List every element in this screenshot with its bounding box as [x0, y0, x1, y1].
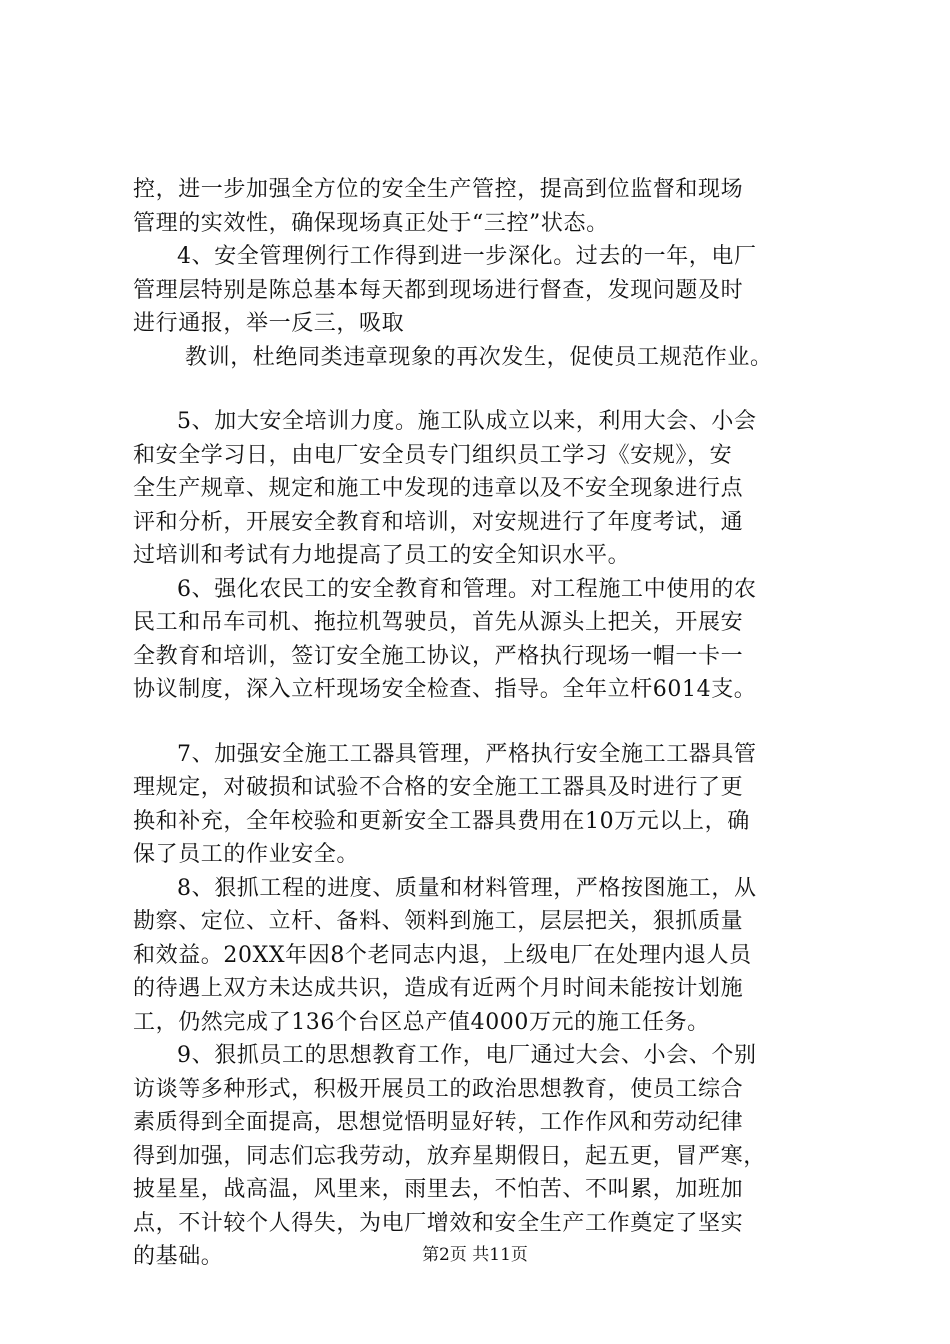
text-line: 控，进一步加强全方位的安全生产管控，提高到位监督和现场	[133, 177, 744, 202]
paragraph-4-start: 4、安全管理例行工作得到进一步深化。过去的一年，电厂	[177, 244, 757, 269]
text-line: 理规定，对破损和试验不合格的安全施工工器具及时进行了更	[133, 775, 744, 800]
text-line: 过培训和考试有力地提高了员工的安全知识水平。	[133, 543, 631, 568]
text-line: 协议制度，深入立杆现场安全检查、指导。全年立杆6014支。	[133, 677, 757, 702]
text-line: 点，不计较个人得失，为电厂增效和安全生产工作奠定了坚实	[133, 1210, 744, 1236]
paragraph-9-start: 9、狠抓员工的思想教育工作，电厂通过大会、小会、个别	[177, 1043, 757, 1068]
paragraph-gap	[133, 374, 833, 405]
paragraph-7-start: 7、加强安全施工工器具管理，严格执行安全施工工器具管	[177, 741, 757, 767]
text-line: 的待遇上双方未达成共识，造成有近两个月时间未能按计划施	[133, 976, 744, 1001]
text-line: 的基础。	[133, 1244, 224, 1269]
text-line: 管理层特别是陈总基本每天都到现场进行督查，发现问题及时	[133, 277, 744, 303]
page-indicator: 第2页 共11页	[422, 1245, 528, 1265]
text-line: 得到加强，同志们忘我劳动，放弃星期假日，起五更，冒严寒，	[133, 1143, 766, 1169]
text-line: 勘察、定位、立杆、备料、领料到施工，层层把关，狠抓质量	[133, 909, 744, 934]
text-line: 披星星，战高温，风里来，雨里去，不怕苦、不叫累，加班加	[133, 1177, 744, 1202]
text-line: 工，仍然完成了136个台区总产值4000万元的施工任务。	[133, 1009, 710, 1035]
document-body	[133, 173, 833, 1274]
text-line: 全生产规章、规定和施工中发现的违章以及不安全现象进行点	[133, 476, 744, 501]
text-line: 访谈等多种形式，积极开展员工的政治思想教育，使员工综合	[133, 1076, 744, 1102]
text-line: 教训，杜绝同类违章现象的再次发生，促使员工规范作业。	[185, 344, 773, 370]
text-line: 进行通报，举一反三，吸取	[133, 311, 405, 336]
text-line: 和安全学习日，由电厂安全员专门组织员工学习《安规》，安	[133, 442, 733, 468]
paragraph-gap	[133, 707, 833, 738]
text-line: 评和分析，开展安全教育和培训，对安规进行了年度考试，通	[133, 509, 744, 535]
page-footer	[0, 1240, 950, 1265]
paragraph-6-start: 6、强化农民工的安全教育和管理。对工程施工中使用的农	[177, 576, 757, 602]
paragraph-8-start: 8、狠抓工程的进度、质量和材料管理，严格按图施工，从	[177, 875, 757, 901]
text-line: 换和补充，全年校验和更新安全工器具费用在10万元以上，确	[133, 808, 750, 834]
text-line: 和效益。20XX年因8个老同志内退，上级电厂在处理内退人员	[133, 942, 752, 968]
text-line: 民工和吊车司机、拖拉机驾驶员，首先从源头上把关，开展安	[133, 610, 744, 635]
paragraph-5-start: 5、加大安全培训力度。施工队成立以来，利用大会、小会	[177, 409, 757, 434]
text-line: 保了员工的作业安全。	[133, 842, 360, 867]
text-line: 素质得到全面提高，思想觉悟明显好转，工作作风和劳动纪律	[133, 1110, 744, 1135]
text-line: 管理的实效性，确保现场真正处于“三控”状态。	[133, 210, 609, 236]
text-line: 全教育和培训，签订安全施工协议，严格执行现场一帽一卡一	[133, 643, 744, 669]
